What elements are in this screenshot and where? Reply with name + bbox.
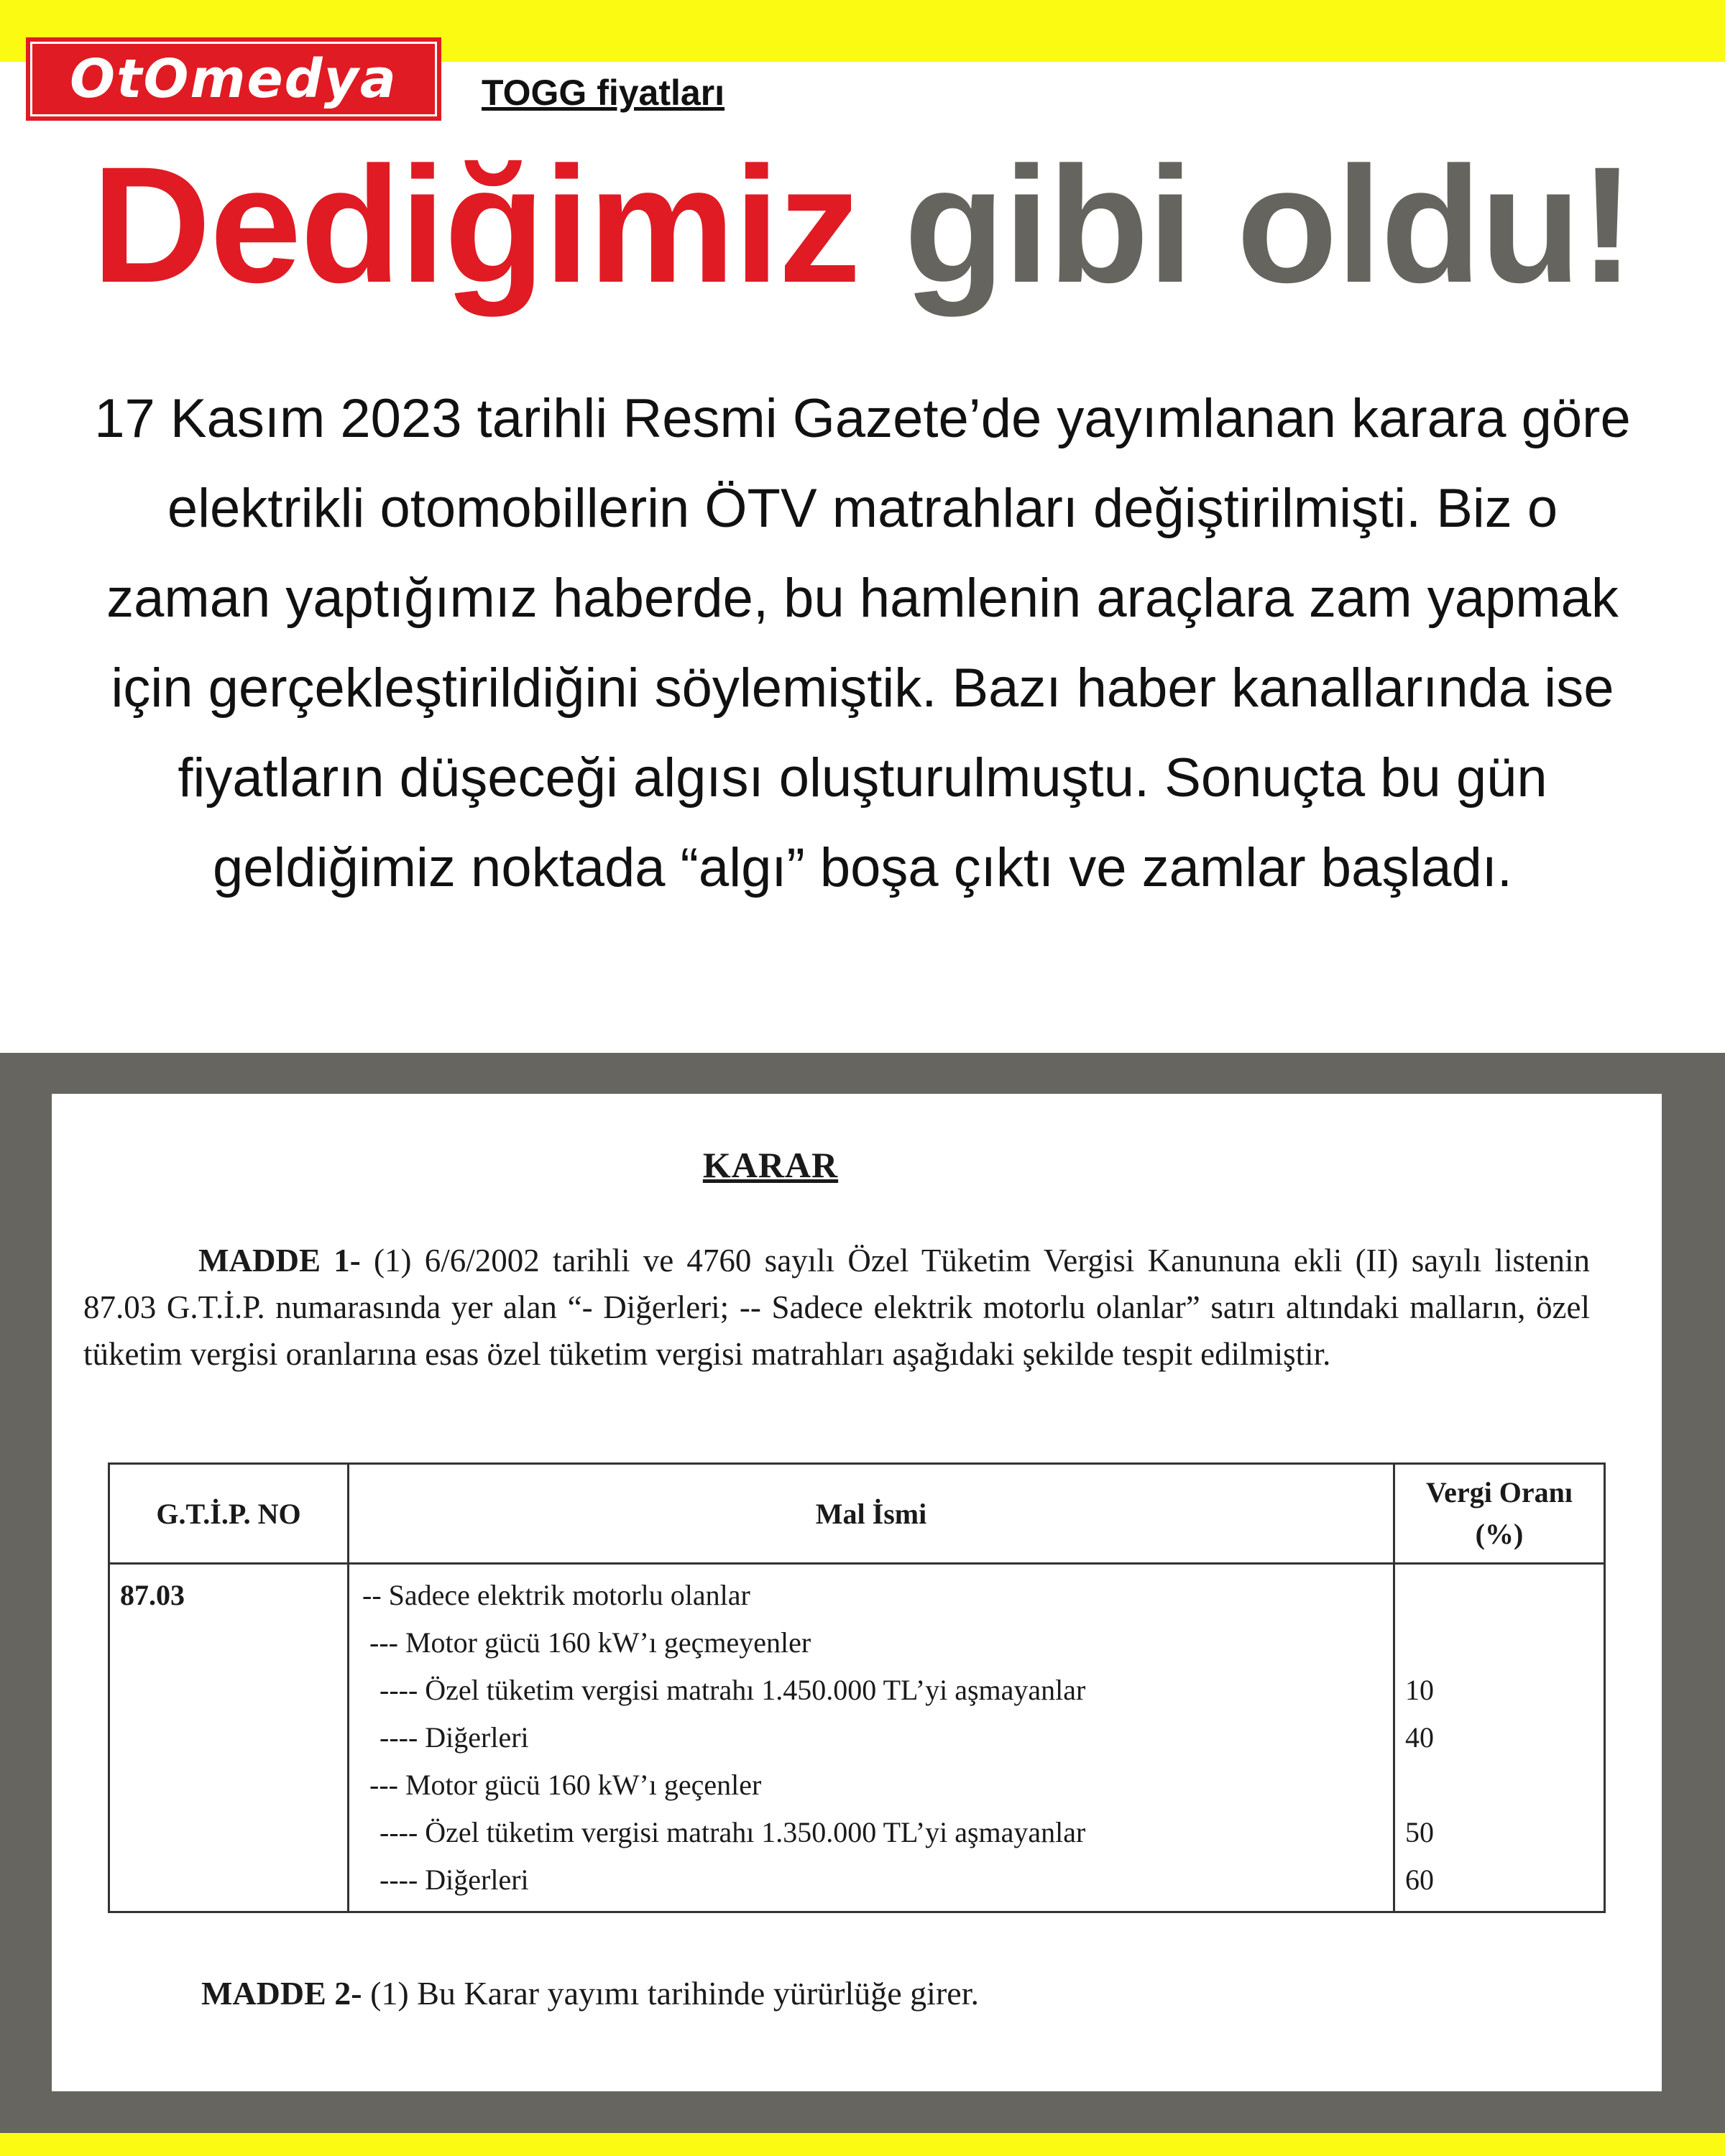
brand-logo-text: OtOmedya (30, 42, 437, 116)
item-line: ---- Diğerleri (380, 1864, 529, 1896)
bottom-accent-bar (0, 2133, 1725, 2156)
rate-value: 40 (1405, 1721, 1434, 1754)
rate-value: 10 (1405, 1674, 1434, 1706)
rate-cell (1394, 1564, 1605, 1912)
item-line: ---- Diğerleri (380, 1721, 529, 1754)
item-line: --- Motor gücü 160 kW’ı geçmeyenler (369, 1626, 811, 1659)
topic-tag-link[interactable]: TOGG fiyatları (482, 73, 725, 113)
item-line: ---- Özel tüketim vergisi matrahı 1.450.000 TL’yi aşmayanlar (380, 1674, 1086, 1706)
otv-rate-table (108, 1462, 1606, 1913)
madde-1-text: (1) 6/6/2002 tarihli ve 4760 sayılı Özel Tüketim Vergisi Kanununa ekli (II) sayılı listenin 87.03 G.T.İ.P. numarasında yer alan “- Diğerleri; -- Sadece elektrik motorlu olanlar” satırı altındaki malların, özel tüketim vergisi oranlarına esas özel tüketim vergisi matrahları aşağıdaki şekilde tespit edilmiştir. (83, 1243, 1591, 1372)
table-header-row (109, 1464, 1605, 1564)
item-line: ---- Özel tüketim vergisi matrahı 1.350.000 TL’yi aşmayanlar (380, 1816, 1086, 1848)
madde-1-paragraph (83, 1238, 1590, 1378)
article-summary: 17 Kasım 2023 tarihli Resmi Gazete’de yayımlanan karara göre elektrikli otomobillerin ÖTV matrahları değiştirilmişti. Biz o zaman yaptığımız haberde, bu hamlenin araçlara zam yapmak için gerçekleştirildiğini söylemiştik. Bazı haber kanallarında ise fiyatların düşeceği algısı oluşturulmuştu. Sonuçta bu gün geldiğimiz noktada “algı” boşa çıktı ve zamlar başladı. (94, 388, 1631, 898)
rate-value: 60 (1405, 1864, 1434, 1896)
headline (0, 132, 1725, 317)
gtip-cell (109, 1564, 349, 1912)
header-item: Mal İsmi (349, 1464, 1394, 1564)
madde-2-label: MADDE 2- (201, 1975, 362, 2012)
brand-logo[interactable] (26, 37, 441, 121)
headline-red: Dediğimiz (91, 132, 860, 317)
rate-value (1405, 1619, 1593, 1667)
rate-value (1405, 1761, 1593, 1809)
header-rate-line1: Vergi Oranı (1425, 1476, 1573, 1508)
headline-gray: gibi oldu! (903, 132, 1634, 317)
rate-value: 50 (1405, 1816, 1434, 1848)
gazette-document (52, 1094, 1662, 2091)
header-rate (1394, 1464, 1605, 1564)
gtip-number: 87.03 (120, 1579, 185, 1611)
item-line: -- Sadece elektrik motorlu olanlar (362, 1579, 750, 1611)
madde-1-label: MADDE 1- (198, 1243, 361, 1279)
rate-value (1405, 1572, 1593, 1619)
header-gtip: G.T.İ.P. NO (109, 1464, 349, 1564)
madde-2-text: (1) Bu Karar yayımı tarihinde yürürlüğe girer. (370, 1975, 979, 2012)
table-body-row (109, 1564, 1605, 1912)
document-title: KARAR (702, 1145, 839, 1185)
header-rate-line2: (%) (1475, 1518, 1524, 1550)
item-line: --- Motor gücü 160 kW’ı geçenler (369, 1769, 762, 1801)
madde-2-paragraph (201, 1974, 979, 2012)
item-cell (349, 1564, 1394, 1912)
